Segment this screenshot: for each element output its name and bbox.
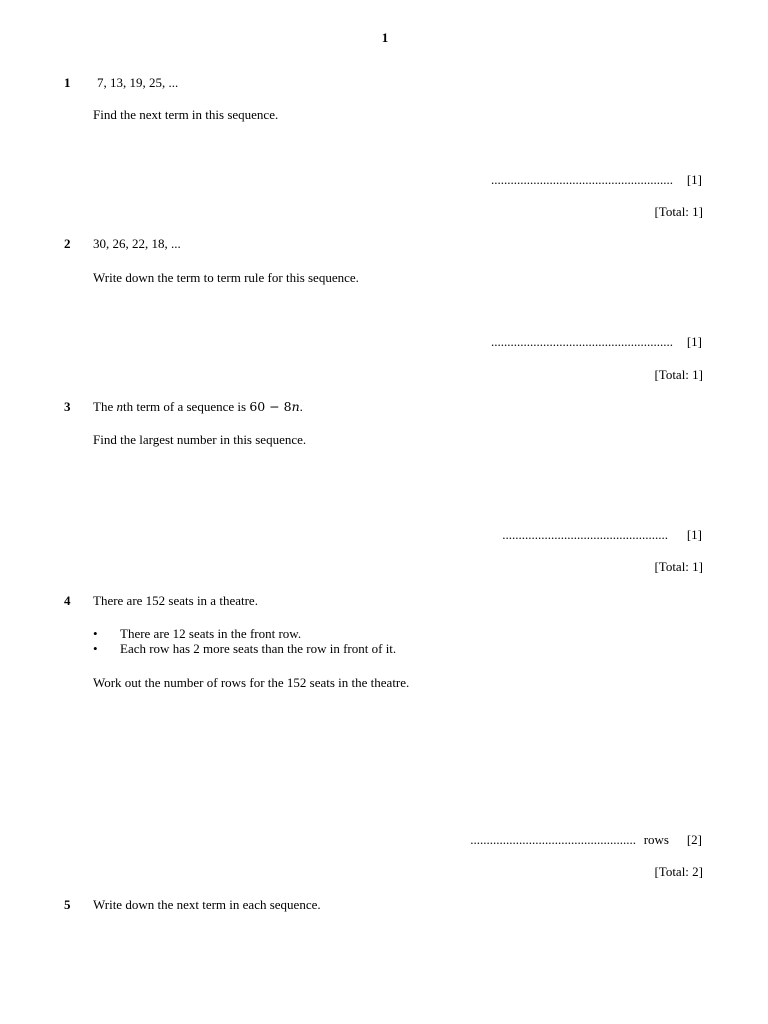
answer-line[interactable]: ........................................................ xyxy=(491,334,673,349)
question-number: 2 xyxy=(64,236,71,251)
answer-line[interactable]: ........................................................ xyxy=(491,172,673,187)
total-marks: [Total: 1] xyxy=(654,204,703,219)
answer-unit: rows xyxy=(643,832,669,847)
math-expression xyxy=(249,399,299,414)
question-number: 4 xyxy=(64,593,71,608)
question-prompt: Find the next term in this sequence. xyxy=(93,107,279,122)
intro-text: . xyxy=(299,399,303,414)
question-prompt: Write down the term to term rule for this sequence. xyxy=(93,270,359,285)
question-prompt: Work out the number of rows for the 152 seats in the theatre. xyxy=(93,675,410,690)
intro-text: th term of a sequence is xyxy=(122,399,250,414)
total-marks: [Total: 2] xyxy=(654,864,703,879)
question-number: 5 xyxy=(64,897,71,912)
page-number: 1 xyxy=(381,30,389,45)
marks-label: [1] xyxy=(686,172,702,187)
variable-n: n xyxy=(291,399,300,414)
bullet-icon: • xyxy=(93,641,98,656)
marks-label: [2] xyxy=(686,832,702,847)
bullet-item: Each row has 2 more seats than the row in front of it. xyxy=(120,641,397,656)
question-prompt: Find the largest number in this sequence. xyxy=(93,432,307,447)
question-intro: There are 152 seats in a theatre. xyxy=(93,593,258,608)
total-marks: [Total: 1] xyxy=(654,559,703,574)
sequence-text: 30, 26, 22, 18, ... xyxy=(93,236,181,251)
answer-line[interactable]: ................................................... xyxy=(502,527,668,542)
bullet-icon: • xyxy=(93,626,98,641)
question-prompt: Write down the next term in each sequence. xyxy=(93,897,321,912)
total-marks: [Total: 1] xyxy=(654,367,703,382)
intro-text: The xyxy=(93,399,117,414)
answer-line[interactable]: ................................................... xyxy=(470,832,636,847)
sequence-text: 7, 13, 19, 25, ... xyxy=(97,75,179,90)
question-intro xyxy=(93,399,303,415)
variable-n: n xyxy=(116,399,123,414)
marks-label: [1] xyxy=(686,334,702,349)
expression-number: 60 − 8 xyxy=(249,399,292,414)
question-number: 3 xyxy=(64,399,71,414)
marks-label: [1] xyxy=(686,527,702,542)
question-number: 1 xyxy=(64,75,71,90)
bullet-item: There are 12 seats in the front row. xyxy=(120,626,302,641)
